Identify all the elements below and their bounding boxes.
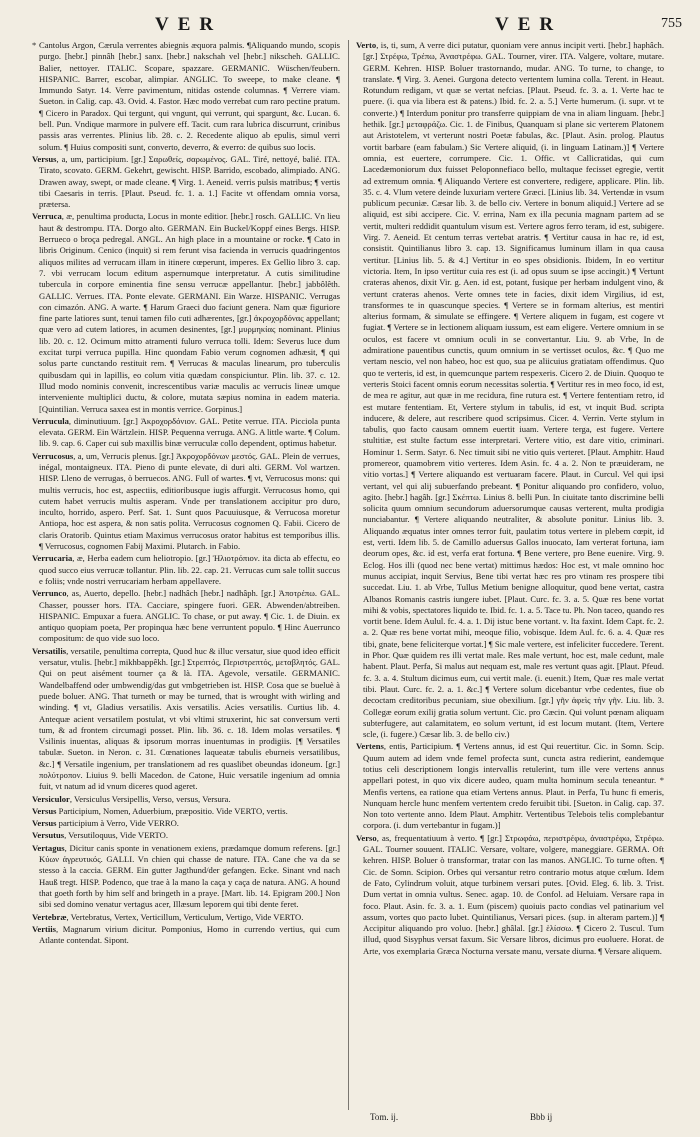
entry-text: , Versutiloquus, Vide VERTO. (64, 830, 169, 841)
entry-text: , diminutiuum. [gr.] Ἀκροχορδόνιον. GAL. Petite verrue. ITA. Picciola punta elevata. GERM. Ein Wärtzlein. HISP. Pequenna verruga. ANG. A little warte. ¶ Colum. lib. 9. cap. 6. Caper cui sub maxillis binæ verruculæ collo dependent, optimus habetur. (39, 415, 340, 449)
tome-label: Tom. ij. (370, 1112, 399, 1122)
dictionary-entry (356, 833, 664, 957)
right-column (356, 40, 664, 1110)
entry-text: , Versiculus Versipellis, Verso, versus, Versura. (69, 793, 231, 804)
entry-text: , Dicitur canis sponte in venationem exiens, prædamque domum referens. [gr.] Κύων ἀγρευτικός. GALLI. Vn chien qui chasse de nature. ITA. Cane che va da se stesso à la caccia. GERM. Ein gutter Jagthund/der gefangen. Ecke. Sinant vnd nach Hauß tregt. HISP. Podenco, que trae à la mano la caça y caça de natura. ANG. A hound that goeth forth by him self and bringeth in a praye. [Mart. lib. 14. Epigram 200.] Non sibi sed domino venatur vertagus acer, Illæsum leporem qui tibi dente feret. (39, 842, 340, 910)
dictionary-entry (32, 843, 340, 911)
dictionary-entry (32, 211, 340, 414)
dictionary-entry (32, 588, 340, 644)
entry-headword: Vertebræ (32, 911, 67, 922)
dictionary-entry (32, 794, 340, 805)
entry-headword: Versus (32, 818, 57, 829)
entry-headword: Verruca (32, 211, 62, 222)
entry-headword: Vertens (356, 741, 384, 752)
entry-text: , æ, Herba eadem cum heliotropio. [gr.] Ἡλιοτρόπιον. ita dicta ab effectu, eo quod succo eius verrucæ tollantur. Plin. lib. 22. cap. 21. Verrucas cum sale tollit succus e foliis; vnde nostri verrucariam herbam appellavere. (39, 553, 340, 586)
dictionary-entry (32, 830, 340, 841)
entry-headword: Verso (356, 832, 377, 843)
entry-headword: Verrucula (32, 415, 69, 426)
entry-headword: Verrunco (32, 588, 67, 599)
dictionary-entry (32, 416, 340, 450)
entry-text: * Cantolus Argon, Cærula verrentes abiegnis æquora palmis. ¶Aliquando mundo, scopis purgo. [hebr.] pinnâh [hebr.] sanx. [hebr.] nakschah vel [hebr.] nikscheh. GALLIC. Balier, nettoyer. ITALIC. Scopare, spazzare. GERMANIC. Wüschen/feubern. HISPANIC. Barrer, escobar, alimpiar. ANGLIC. To sweepe, to make cleane. ¶ Immundo Satyr. 14. Verre pavimentum, nitidas ostende columnas. ¶ Verrere viam. Sueton. in Calig. cap. 43. Ovid. 4. Fastor. Hæc modo verrebat cum raro pectine pratum. ¶ Cicero in Paradox. Qui tergunt, qui vngunt, qui verrunt, qui spargunt, &c. Lucan. 6. bell. Pun. Vndique marmore in pulvere eff. Tacit. cum rara lubrica discurrunt, crinibus passis aras verrentes. Plinius lib. 28. c. 2. Recedente aliquo ab epulis, simul verri solum. ¶ Huius compositi sunt, converto, deverro, & everro: de quibus suo locis. (32, 40, 340, 152)
entry-text: , Magnarum virium dicitur. Pomponius, Homo in currendo vertius, qui cum Atlante contendat. Sipont. (39, 923, 340, 946)
entry-headword: Vertagus (32, 842, 65, 853)
dictionary-entry (32, 40, 340, 153)
entry-headword: Versiculor (32, 793, 70, 804)
header-word-left: VER (155, 14, 223, 35)
entry-text: , a, um, participium. [gr.] Σαρωθείς, σαρωμένος. GAL. Tiré, nettoyé, balié. ITA. Tirato, scovato. GERM. Gekehrt, gewischt. HISP. Barrido, escobado, alimpiado. ANG. Drawen away, swept, or made cleane. ¶ Virg. 1. Aeneid. verris pulsis matribus; ¶ vertis tibi Caesaris in terris. [Plaut. Pseud. fc. 1. a. 1.] Facite vt offendam omnia vorsa, prætersa. (39, 153, 340, 210)
entry-headword: Vertiis (32, 923, 57, 934)
entry-text: , as, Auerto, depello. [hebr.] nadhâch [hebr.] nadhâph. [gr.] Ἀποτρέπω. GAL. Chasser, pousser hors. ITA. Cacciare, spingere fuori. GER. Abwenden/abtreiben. HISPANIC. Empuxar a fuera. ANGLIC. To chase, or put away. ¶ Cic. 1. de Diuin. ex antiquo quopiam poeta, Per propinqua hæc bene verruntent populo. ¶ Hinc Auerrunco compositum: de quo vide suo loco. (39, 588, 340, 644)
dictionary-entry (32, 553, 340, 587)
entry-headword: Verto (356, 40, 377, 50)
entry-text: , entis, Participium. ¶ Vertens annus, id est Qui reuertitur. Cic. in Somn. Scip. Quum autem ad idem vnde femel profecta sunt, cuncta astra redierint, eandemque totius celi descriptionem longis intervallis retulerint, tum ille vere vertens annus appellari potest, in quo vix dicere audeo, quam multa hominum secula teneantur. * Menfis vertens, ea ratione qua etiam Vertens annus. Plaut. in Perfa, Tu hunc fi emeris, Nunquam hercle hunc menfem vertentem credo feruibit tibi. [Sueton. in Calig. cap. 37. Non toto vertente anno. Idem Plaut. Amphitr. Vertentibus Telebois telis complebantur corpora. (i. dum vertebantur in fugam.)] (363, 741, 664, 831)
dictionary-entry (356, 741, 664, 831)
entry-text: , æ, penultima producta, Locus in monte editior. [hebr.] rosch. GALLIC. Vn lieu haut & destrompu. ITA. Dorgo alto. GERMAN. Ein Buckel/Koppf eines Bergs. HISP. Berrueco o broça pedregal. ANGL. An high place in a mountaine or rocke. ¶ Cato in libris Originum. Cenico (inquit) si rem ferunt visa facienda in verrucis quadringentos aliquos milites ad verrucam illam in itinere cœperunt, imperes. Ex Gellio libro 3. cap. 7. vbi verrucam locum editum aspernumque interpretatur. A cutis similitudine tubercula in corpore eminentia fine sensu verrucæ appellantur. [hebr.] jabbôlêth. GALLIC. Verrues. ITA. Ponte elevate. GERMANI. Ein Warze. HISPANIC. Verrugas con cimazón. ANG. A warte. ¶ Harum Graeci duo faciunt genera. Nam quæ figuriore fine parte latiores sunt, tenui tamen filo cuti adhærentes, [gr.] ἀκροχορδόνας appellant; quæ vero ad cutem latiores, in acumen desinentes, [gr.] μυρμηκίας nominant. Plinius lib. 20. c. 12. Ocimum mitto atramenti fuluro verruca tolli. Idem: Severus luce dum excitat turpi verruca pupilla. Hinc quondam Fabio verum cognomen adhæsit, ¶ qui solus parte cunctando restituit rem. ¶ Verrucas & maculas linearum, pro tuberculis quibusdam qui in lapillis, eo colum vitia quædam conspiciuntur. Plin. lib. 37. c. 12. Illud modo nominis convenit, increscentibus variæ maculis ac verrucis lineæ umque interveniente multiplici ductu, & colore, mutata sæpius nomina in eadem materia. [Quintilian. Verruca saxea est in montis verrice. Gorpinus.] (39, 211, 340, 414)
entry-text: , is, ti, sum, A verre dici putatur, quoniam vere annus incipit verti. [hebr.] haphâch. [gr.] Στρέφω, Τρέπω, Ἀναστρέφω. GAL. Tourner, virer. ITA. Valgere, voltare, mutare. GERM. Kehren. HISP. Boluer trastornando, mudar. ANG. To turne, to change, to translate. ¶ Virg. 3. Aenei. Gurgona detecto vertentem lumina colla. Terent. in Heaut. Rotundum redigam, vt quæ se vertat nefcias. [Plaut. Pseud. fc. 3. a. 1. Verte hac te puere. (i. qua via libera est & patens.) Ibid. fc. 2. a. 5.] Verte humerum. (i. supr. vt te converte.) ¶ Interdum ponitur pro transferre quippiam de vna in aliam linguam. [hebr.] hethik. [gr.] μεταφράζω. Cic. 1. de Finibus, Quanquam si plane sic verterem Platonem aut Aristotelem, vt verterunt nostri Poetæ fabulas, &c. [Plaut. Asin. prolog. Plautus vortit barbare (eam fabulam.) Sic Vertere aliquid, (i. in linguam Latinam.)] ¶ Vertere omnia, est euertere, corrumpere. Cic. 1. Offic. vt Callicratidas, qui cum Lacedæmoniorum dux fuisset Peloponnefiaco bello, multaque fecisset egregie, vertit ad extremum omnia. ¶ Aliquando Vertere est convertere, redigere, applicare. Plin. lib. 35. c. 4. Vlum vetere deinde luxuriam vertere Græci. [Linius lib. 34. Vertendæ in vsum publicum pecuniæ. Cæsar lib. 3. de bello civ. Vertere in bonum aliquid.] Vertere ad se aliquid, est sibi accipere. Cic. V. errina, Nam ex illa pecunia magnam partem ad se vertit, multeri reddidit quantulum visum est. Vertere agros ferro teram, id est, subigere. Virg. 7. Aeneid. Et centum terras vertebat aratris. ¶ Vertitur causa in hac re, id est, consistit. Quintilianus libro 3. cap. 13. Significamus luminum illam in qua causa vertitur. [Linius lib. 5. & 4.] Vertitur in eo spes obsidionis. Ibidem, In eo vertitur victoria. Item, In ipso vertitur cuia res est (i. ad opus suum se ipse accingit.) ¶ Vertunt crateras ahenos, dixit Vir. g. Aen. id est, potant, fusique per herbam indulgent vino, & vertunt crateras ahenos. Verte omnes tete in facies, dixit idem Virgilius, id est, transformes te in quascunque species. ¶ Vertere se in formam alterius, est mentiri alterius formam, & simulate se effingere. ¶ Vertere aliquem in fugam, est cogere vt fugiat. ¶ Vertere se in lectionem aliquam iussum, est eam eligere. Vertere omnium in se oculos, est facere vt omnium oculi in se convertantur. Liu. 9. ab Vrbe, In de admiratione pauentibus cunctis, quum omnium in se vertisset oculos, &c. ¶ Quo me vertam nescio, vel non habeo, hoc est quo, sua pe aliicuius gratiatam offendimus. Quo quo te verteris, id est, in quemcunque partem respexeris. Cicero 2. de Diuin. Quoquo te verteris Stoici facent omnis eorum necessitas solertia. ¶ Vertitur res in meo foco, id est, de mea re agitur, aut quæ in me recidura, fine rutura est. ¶ Vertere fententiam retro, id est mutare fententiam. Et, Vertere stylum in tabulis, id est, vt inquit Bud. scripta inducere, & delere, aut rescribere quod scripsimus. Cicer. 4. Verrin. Verte stylum in tabulis, quo facto causam omnem euertit iuam. Vertere terga, est fugere. Vertere stultitiæ, est stulte factum esse interpretari. Vertere vitio, est dare vitio, criminari. Hominur 1. Serm. Satyr. 6. Nec timuit sibi ne vitio quis verteret. [Plaut. Amphitr. Haud promereor, quamobrem vitio verteres. Idem Asin. fc. 4 a. 2. Non te præuideram, ne vitio vortas.] ¶ Vertere aliquando est vertuaram facere. Plaut. in Curcul. Vel qui ipsi vertant, vel qui alij subuerfando prebeant. ¶ Ponitur aliquando pro confidero, voluo, agito. [hebr.] hagâh. [gr.] Σκέπτω. Linius 8. belli Pun. In ciuitate tanto discrimine belli solicita quum omnium secundorum aduersorumque causas verterent, multa prodigia nunciabantur. ¶ Vertere aliquando neutraliter, & absolute ponitur. Linius lib. 3. Aliquando æquatus inter omnes terror fuit, paulatim totus vertere in plebem cœpit, id est, verti. Idem lib. 5. de Camillo aduersus Gallos inuocato, Iam verterat fortuna, iam deorum opes, &c. id est, verfa erat fortuna. ¶ Bene vertere, pro Bene euenire. Virg. 9. Eclog. Hos illi (quod nec bene vertat) mittimus hædos: Hoc est, vt male omnino hoc munus accipiat, inquit Servius, Bene tibi vertat hæc res pro vtinam res prospere tibi succedat. Liu. 1. ab Vrbe, Tullus Metium benigne alloquitur, quod bene vertat, castra Albanos Romanis castris iungere iubet. [Plaut. Curc. fc. 3. a. 5. Quæ res bene vortat mihi & vobis, spectatores liquido te. Ibid. fc. 1. a. 5. Tace tu. Ph. Non taceo, quando res vortit bene. Idem Aulul. fc. 4. a. 1. Dij istuc bene vortant. v. Ita faxint. Idem Capt. fc. 2. a. 2. Quæ res bene vortat mihi, meoque filio, vobisque. Idem Aul. fc. 6. a. 4. Quæ res tibi, gnate, bene feliciterque vortat.] ¶ Sic male vertere, est infeliciter fuccedere. Terent. in Phor. Quæ quidem res illi vertat male. Res male vertunt, hoc est, male cedunt, male habent. Plaut. Perfa, Si malus aut nequam est, male res vertunt quas agit. [Plaut. Pfeud. fc. 3. a. 4. Stultum dicimus eum, cui vertit male. (i. euenit.) Item, Quæ res male vertat tibi. Plaut. Curc. fc. 2. a. 1. &c.] ¶ Vertere solum dicebantur vrbe cedentes, fiue ob decoctam creditoribus pecuniam, siue obexilium. [gr.] γῆν ἀφεὶς τὴν γῆν. Liu. lib. 3. Collegæ eorum exilij gratia solum vertunt. Cic. pro Cæcin. Qui volunt pœnam aliquam subterfugere, aut calamitatem, eo solum vertunt, id est locum mutant. (Item, Vertere scle, (i. fugere.) Cæsar lib. 3. de bello civ.) (363, 40, 664, 740)
entry-text: Participium, Nomen, Aduerbium, præpositio. Vide VERTO, vertis. (56, 805, 288, 816)
entry-headword: Verrucosus (32, 450, 74, 461)
entry-text: , as, frequentatiuum à verto. ¶ [gr.] Στρωφάω, περιστρέφω, ἀναστρέφω, Στρέφω. GAL. Tourner souuent. ITALIC. Versare, voltare, volgere, maneggiare. GERMA. Oft kehren. HISP. Boluer ò transformar, tratar con las manos. ANGLIC. To turne often. ¶ Cic. de Somn. Scipion. Orbes qui versantur retro contrario motus atque cœlum. Idem de Fato, Cylindrum voluit, atque turbinem versari putes. [Ovid. Eleg. 6. lib. 3. Trist. Dum vertat in omnia vultus. Senec. agap. 10. de Confol. ad Heluiam. Versare rapa in foco. Plaut. Asin. fc. 3. a. 1. Eum (piscem) quoiuis pacto condias vel patinarium vel assum, vortes quo pacto lubet. Quintilianus, Versari pices. (sup. in alteram partem.)] ¶ Accipitur aliquando pro voluo. [hebr.] ghâlal. [gr.] ἑλίσσω. ¶ Cicero 2. Tuscul. Tum illud, quod Sisyphus versat faxum. Sic Versare libros, dicimus pro euoluere. Horat. de Arte, vos exemplaria Græca Nocturna versate manu, versate diurna. ¶ Versare aliquem. (363, 832, 664, 956)
entry-text: , versatile, penultima correpta, Quod huc & illuc versatur, siue quod ideo efficit versatur, vtulis. [hebr.] mikhbappêkh. [gr.] Στρεπτός, Περιστρεπτός, μεταβλητός. GAL. Qui on peut aisément tourner ça & là. ITA. Agevole, versatile. GERMANIC. Wandelbaffend oder umbwendig/das gut vmbgetrieben ist. HISP. Cosa que se bueluè à puede boluer. ANG. That turneth or may be turned, that is wrought with wirling and winding. ¶ vt, Gladius versatilis. Axis versatilis. Acies versatilis. Curtius lib. 4. Antequæ acient versatilem postulat, vt vbi vltimi struxerint, hic sat conversum verti tum, & ad frontem circumagi posset. Plin. lib. 36. c. 18. Idem molas versatiles. ¶ Vsilinis inuentas, aliquas & ipsorum morras inuentumas in prodigiis. [¶ Versatiles tabulæ. Sueton. in Neron. c. 31. Cœnationes laqueatæ tabulis eburneis versatilibus, &c.] ¶ Versatile ingenium, per translationem ad res quaslibet obeundas idoneum. [gr.] πολύτροπον. Liuius 9. belli Macedon. de Catone, Huic versatile ingenium ad omnia fuit, vt natum ad id vnum diceres quod ageret. (39, 645, 340, 792)
dictionary-entry (356, 40, 664, 740)
entry-text: , a, um, Verrucis plenus. [gr.] Ἀκροχορδόνων μεστός. GAL. Plein de verrues, inégal, montaigneux. ITA. Pieno di punte elevate, di duri alti. GERM. Vol wartzen. HISP. Lleno de verrugas, ò berruecos. ANG. Full of wartes. ¶ vt, Verrucosus mons: qui multis verrucis, hoc est, aspectiis, editioribusque iugis affurgit. Verrucosus homo, qui cutem habet verrucis multis asperam. Vnde per translationem accipitur pro duro, inculto, horrido, aspero. Perf. Sat. 1. Sunt quos Pacuuiusque, & Verrucosa moretur Antiopa, hoc est aspera, & non satis polita. Verrucosus cognomen Q. Fabii. Cicero de claris Oratorib. Quintus etiam Maximus verrucosus orator habitus est temporibus illis. ¶ Verrucosus, cognomen Fabij Maximi. Plutarch. in Fabio. (39, 450, 340, 552)
dictionary-entry (32, 154, 340, 210)
dictionary-entry (32, 912, 340, 923)
entry-text: , Vertebratus, Vertex, Verticillum, Verticulum, Vertigo, Vide VERTO. (66, 911, 304, 922)
signature-mark: Bbb ij (530, 1112, 553, 1122)
page-number: 755 (661, 16, 682, 31)
dictionary-entry (32, 451, 340, 553)
dictionary-entry (32, 818, 340, 829)
entry-headword: Versutus (32, 830, 65, 841)
entry-headword: Versus (32, 805, 57, 816)
dictionary-entry (32, 806, 340, 817)
entry-text: participium à Verro, Vide VERRO. (56, 818, 179, 829)
dictionary-entry (32, 646, 340, 793)
entry-headword: Versatilis (32, 645, 67, 656)
dictionary-entry (32, 924, 340, 947)
entry-headword: Versus (32, 153, 57, 164)
running-header (40, 14, 682, 38)
header-word-right: VER (495, 14, 563, 35)
left-column (32, 40, 340, 1110)
entry-headword: Verrucaria (32, 553, 73, 564)
column-divider (348, 40, 349, 1110)
